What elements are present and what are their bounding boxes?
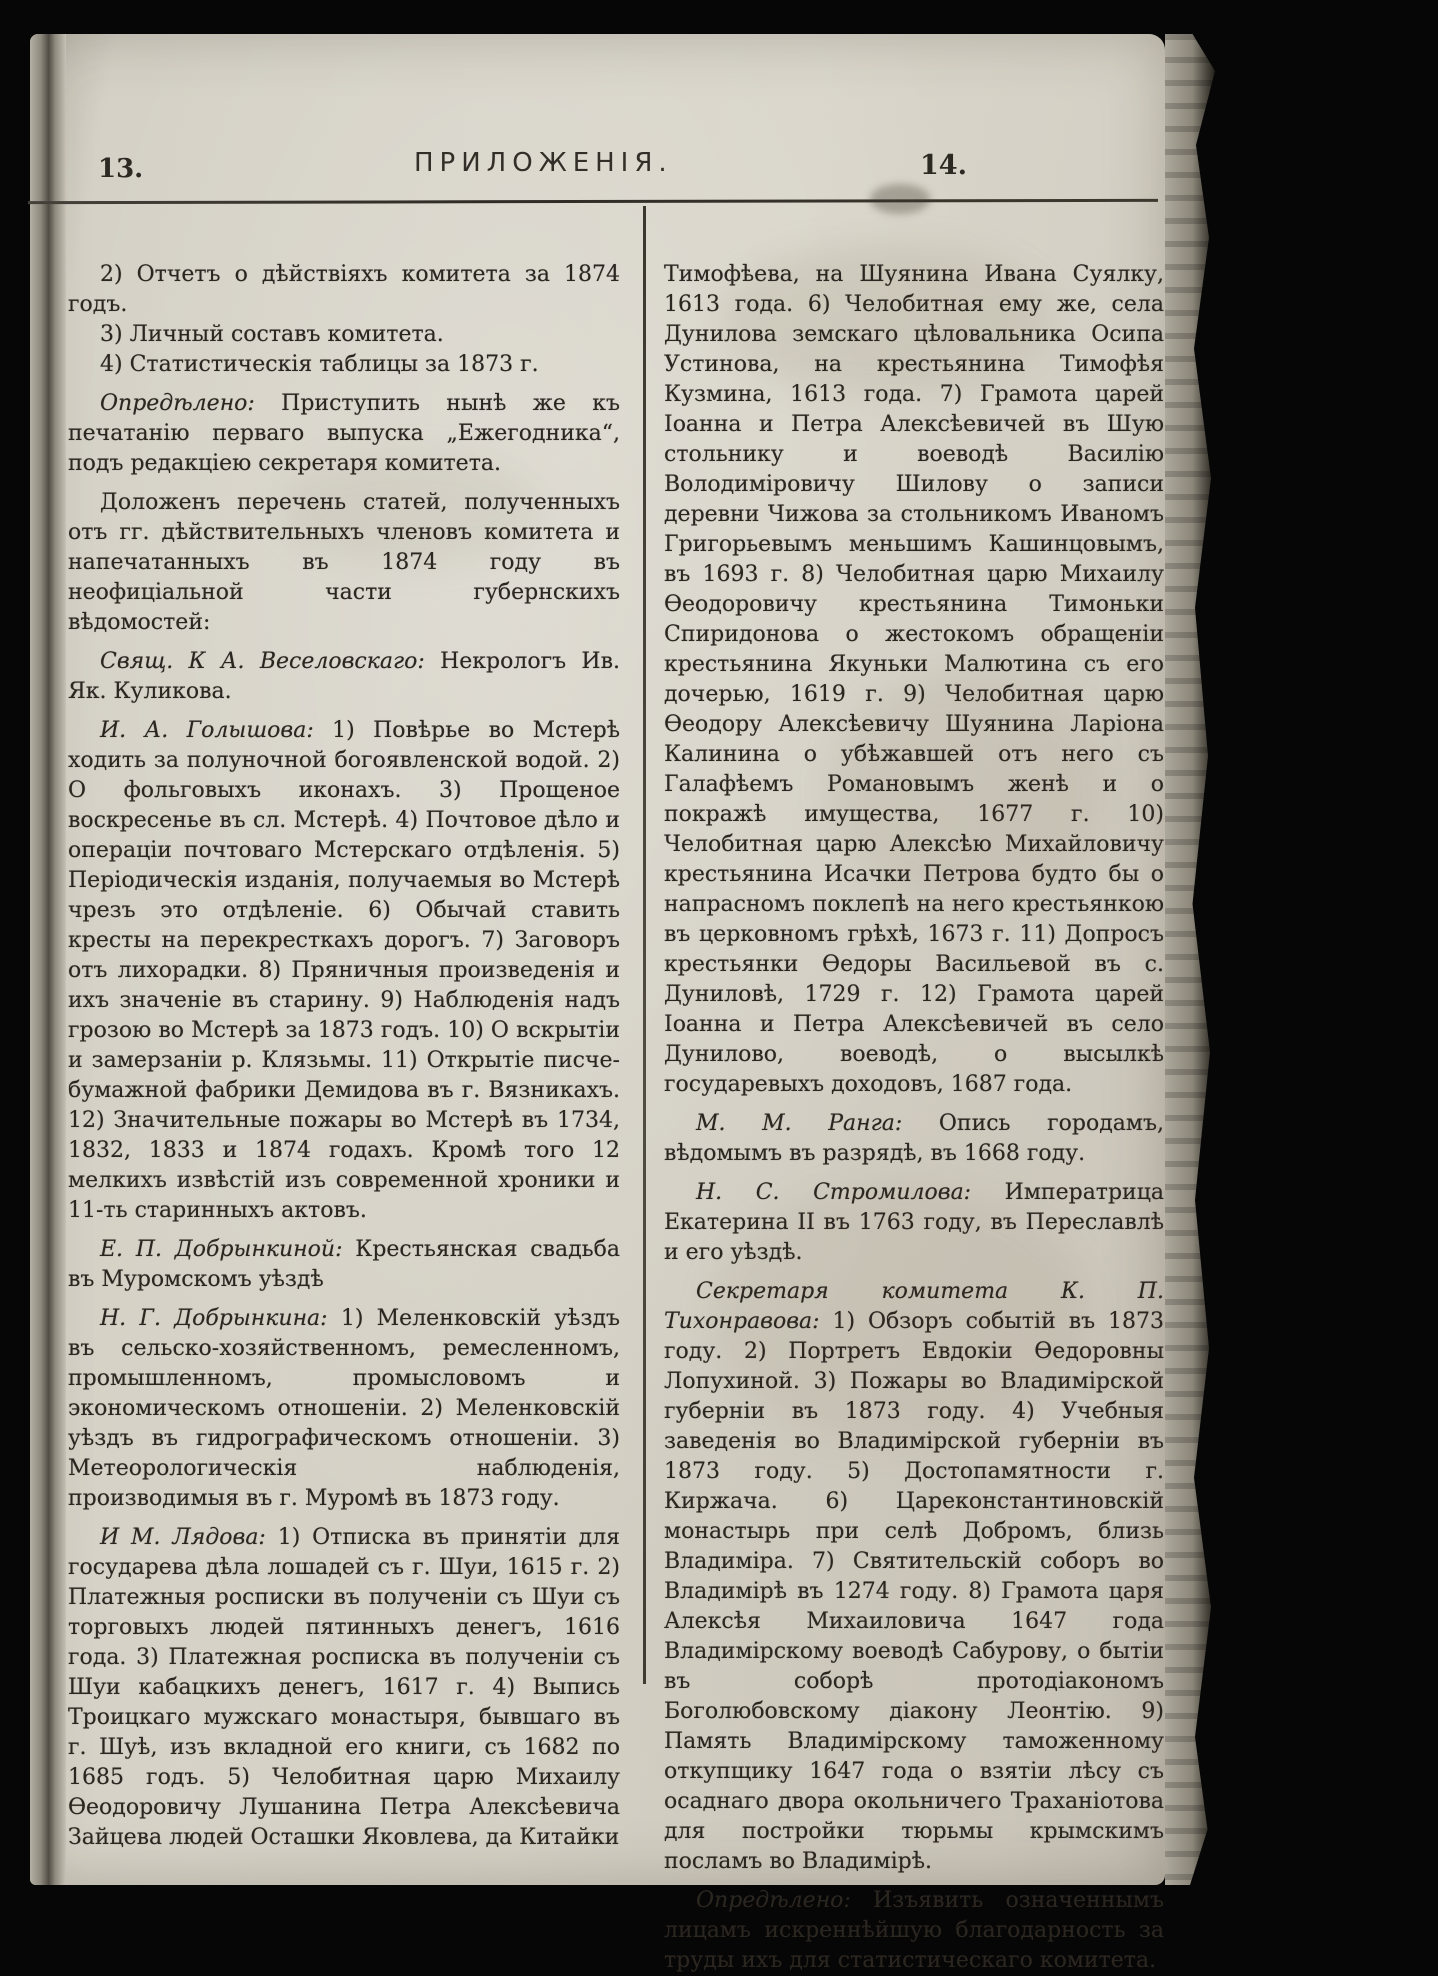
torn-page-edge [1165, 34, 1215, 1885]
book-gutter-shadow [30, 34, 66, 1885]
page-header [30, 146, 1165, 192]
author-lead: Опредѣлено: [696, 1888, 851, 1913]
paragraph-text: Императрица Екатерина II въ 1763 году, въ Переславлѣ и его уѣздѣ. [664, 1180, 1164, 1265]
paragraph [68, 260, 620, 320]
paragraph-text: 2) Отчетъ о дѣйствіяхъ комитета за 1874 годъ. [68, 262, 620, 317]
author-lead: Секретаря комитета К. П. Тихонравова: [664, 1279, 1164, 1334]
right-text-column [664, 260, 1164, 1976]
paragraph-text: 1) Повѣрье во Мстерѣ ходить за полуночной богоявленской водой. 2) О фольговыхъ иконахъ. 3) Прощеное воскресенье въ сл. Мстерѣ. 4) Почтовое дѣло и операціи почтоваго Мстерскаго отдѣленія. 5) Періодическія изданія, получаемыя во Мстерѣ чрезъ это отдѣленіе. 6) Обычай ставить кресты на перекресткахъ дорогъ. 7) Заговоръ отъ лихорадки. 8) Пряничныя произведенія и ихъ значеніе въ старину. 9) Наблюденія надъ грозою во Мстерѣ за 1873 годъ. 10) О вскрытіи и замерзаніи р. Клязьмы. 11) Открытіе писче-бумажной фабрики Демидова въ г. Вязникахъ. 12) Значительные пожары во Мстерѣ въ 1734, 1832, 1833 и 1874 годахъ. Кромѣ того 12 мелкихъ извѣстій изъ современной хроники и 11-ть старинныхъ актовъ. [68, 718, 621, 1223]
paragraph [68, 488, 620, 638]
paragraph [68, 1304, 620, 1514]
paragraph [68, 647, 620, 707]
paragraph [68, 716, 620, 1226]
author-lead: Свящ. К А. Веселовскаго: [100, 649, 425, 674]
paragraph [664, 260, 1164, 1100]
paragraph-text: 3) Личный составъ комитета. [100, 322, 444, 347]
paragraph [664, 1109, 1164, 1169]
paragraph [68, 350, 620, 380]
column-divider-rule [643, 206, 646, 1684]
author-lead: Опредѣлено: [100, 391, 255, 416]
paragraph-text: Некрологъ Ив. Як. Куликова. [68, 649, 620, 704]
paragraph-text: Крестьянская свадьба въ Муромскомъ уѣздѣ [68, 1237, 620, 1292]
page-number-left: 13. [98, 154, 144, 184]
paragraph [68, 1235, 620, 1295]
paragraph-text: 1) Обзоръ событій въ 1873 году. 2) Портретъ Евдокіи Ѳедоровны Лопухиной. 3) Пожары во Владимірской губерніи въ 1873 году. 4) Учебныя заведенія во Владимірской губерніи въ 1873 году. 5) Достопамятности г. Киржача. 6) Цареконстантиновскій монастырь при селѣ Добромъ, близь Владиміра. 7) Святительскій соборъ во Владимірѣ въ 1274 году. 8) Грамота царя Алексѣя Михаиловича 1647 года Владимірскому воеводѣ Сабурову, о бытіи въ соборѣ протодіакономъ Боголюбовскому діакону Леонтію. 9) Память Владимірскому таможенному откупщику 1647 года о взятіи лѣсу съ осаднаго двора окольничего Траханіотова для постройки тюрьмы крымскимъ посламъ во Владимірѣ. [664, 1309, 1164, 1874]
author-lead: И М. Лядова: [100, 1525, 266, 1550]
paragraph-text: Изъявить означеннымъ лицамъ искреннѣйшую благодарность за труды ихъ для статистическаго комитета. [664, 1888, 1164, 1973]
page-title: ПРИЛОЖЕНІЯ. [414, 148, 673, 178]
paragraph-text: Опись городамъ, вѣдомымъ въ разрядѣ, въ 1668 году. [664, 1111, 1164, 1166]
page-number-right: 14. [920, 150, 967, 181]
author-lead: М. М. Ранга: [696, 1111, 903, 1136]
author-lead: Н. Г. Добрынкина: [100, 1306, 328, 1331]
left-text-column [68, 260, 620, 1853]
paragraph [68, 320, 620, 350]
author-lead: Н. С. Стромилова: [696, 1180, 972, 1205]
paragraph [664, 1277, 1164, 1877]
paragraph-text: Доложенъ перечень статей, полученныхъ отъ гг. дѣйствительныхъ членовъ комитета и напечатанныхъ въ 1874 году въ неофиціальной части губернскихъ вѣдомостей: [68, 490, 620, 635]
paragraph-text: Тимофѣева, на Шуянина Ивана Суялку, 1613 года. 6) Челобитная ему же, села Дунилова земскаго цѣловальника Осипа Устинова, на крестьянина Тимофѣя Кузмина, 1613 года. 7) Грамота царей Іоанна и Петра Алексѣевичей въ Шую стольнику и воеводѣ Василію Володиміровичу Шилову о записи деревни Чижова за стольникомъ Иваномъ Григорьевымъ меньшимъ Кашинцовымъ, въ 1693 г. 8) Челобитная царю Михаилу Ѳеодоровичу крестьянина Тимоньки Спиридонова о жестокомъ обращеніи крестьянина Якуньки Малютина съ его дочерью, 1619 г. 9) Челобитная царю Ѳеодору Алексѣевичу Шуянина Ларіона Калинина о убѣжавшей отъ него съ Галафѣемъ Романовымъ женѣ и о покражѣ имущества, 1677 г. 10) Челобитная царю Алексѣю Михайловичу крестьянина Исачки Петрова будто бы о напрасномъ поклепѣ на него крестьянкою въ церковномъ грѣхѣ, 1673 г. 11) Допросъ крестьянки Ѳедоры Васильевой въ с. Дуниловѣ, 1729 г. 12) Грамота царей Іоанна и Петра Алексѣевичей въ село Дунилово, воеводѣ, о высылкѣ государевыхъ доходовъ, 1687 года. [664, 262, 1164, 1097]
paragraph-text: Приступить нынѣ же къ печатанію перваго выпуска „Ежегодника“, подъ редакціею секретаря комитета. [68, 391, 620, 476]
paragraph-text: 4) Статистическія таблицы за 1873 г. [100, 352, 539, 377]
paragraph [664, 1886, 1164, 1976]
paragraph [664, 1178, 1164, 1268]
paragraph [68, 1523, 620, 1853]
author-lead: Е. П. Добрынкиной: [100, 1237, 343, 1262]
header-rule [28, 199, 1158, 204]
paragraph-text: 1) Отписка въ принятіи для государева дѣла лошадей съ г. Шуи, 1615 г. 2) Платежныя росписки въ полученіи съ Шуи съ торговыхъ людей пятинныхъ денегъ, 1616 года. 3) Платежная росписка въ полученіи съ Шуи кабацкихъ денегъ, 1617 г. 4) Выпись Троицкаго мужскаго монастыря, бывшаго въ г. Шуѣ, изъ вкладной его книги, съ 1682 по 1685 годъ. 5) Челобитная царю Михаилу Ѳеодоровичу Лушанина Петра Алексѣевича Зайцева людей Осташки Яковлева, да Китайки [68, 1525, 621, 1850]
scanned-book-page [30, 34, 1165, 1973]
paragraph-text: 1) Меленковскій уѣздъ въ сельско-хозяйственномъ, ремесленномъ, промышленномъ, промысловомъ и экономическомъ отношеніи. 2) Меленковскій уѣздъ въ гидрографическомъ отношеніи. 3) Метеорологическія наблюденія, производимыя въ г. Муромѣ въ 1873 году. [68, 1306, 620, 1511]
paragraph [68, 389, 620, 479]
author-lead: И. А. Голышова: [100, 718, 314, 743]
